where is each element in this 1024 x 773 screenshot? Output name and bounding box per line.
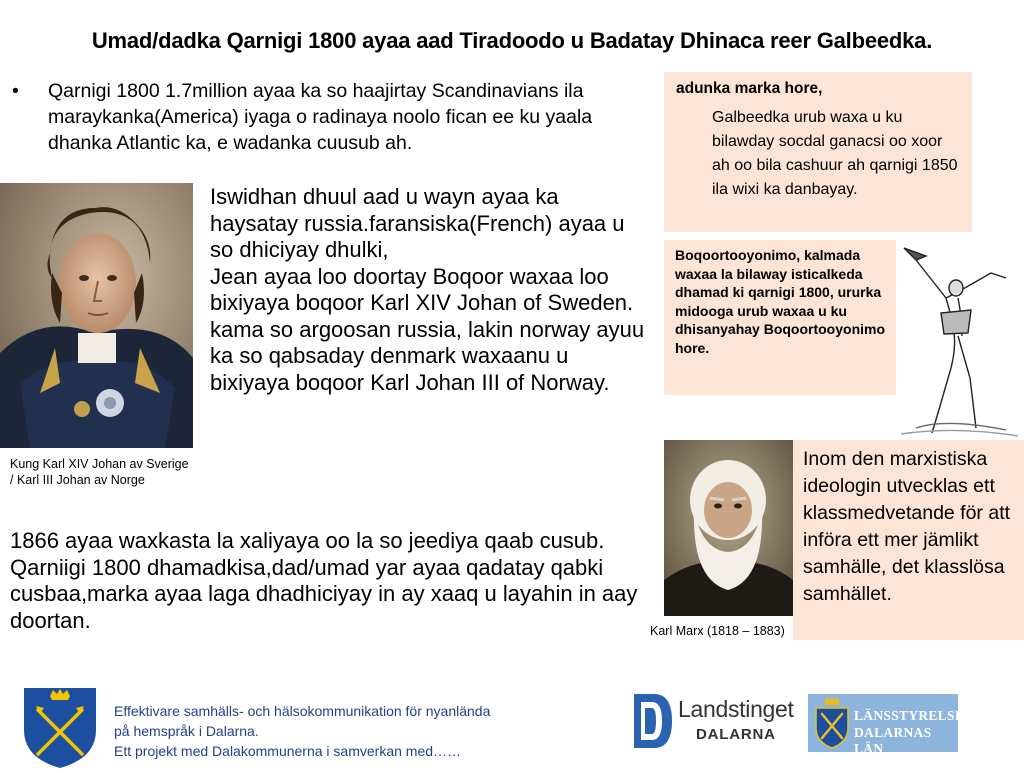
page-title: Umad/dadka Qarnigi 1800 ayaa aad Tiradoodo u Badatay Dhinaca reer Galbeedka. — [91, 28, 933, 53]
info-box-trade-heading: adunka marka hore, — [676, 80, 823, 97]
lansstyrelsen-crest-icon — [810, 696, 854, 750]
footer-line1: Effektivare samhälls- och hälsokommunikation för nyanlända — [114, 703, 491, 719]
info-box-colonialism — [664, 240, 896, 395]
info-box-trade — [664, 72, 972, 232]
bullet-text: Qarnigi 1800 1.7million ayaa ka so haajirtay Scandinavians ila maraykanka(America) iyaga o radinaya noolo fican ee ku yaala dhanka Atlantic ka, e wadanka cuusub ah. — [48, 80, 593, 154]
lansstyrelsen-region: DALARNAS LÄN — [854, 725, 932, 756]
landstinget-name: Landstinget — [678, 696, 794, 722]
portrait-caption-line1: Kung Karl XIV Johan av Sverige — [10, 457, 189, 471]
info-box-colonialism-body: Boqoortooyonimo, kalmada waxaa la bilaway isticalkeda dhamad ki qarnigi 1800, ururka midooga urub waxaa u ku dhisanyahay Boqoortooyonimo hore. — [675, 247, 886, 356]
footer-line3: Ett projekt med Dalakommunerna i samverkan med…… — [114, 743, 462, 759]
footer-project-text — [114, 701, 584, 761]
karl-johan-portrait — [0, 183, 193, 448]
colossus-cartoon-illustration — [896, 238, 1020, 438]
bullet-marker: • — [12, 80, 19, 102]
sweden-history-line2: Jean ayaa loo doortay Boqoor waxaa loo bixiyaya boqoor Karl XIV Johan of Sweden. kama so argoosan russia, lakin norway ayuu ka so qabsaday denmark waxaanu u bixiyaya boqoor Karl Johan III of Norway. — [210, 263, 645, 395]
marx-caption: Karl Marx (1818 – 1883) — [650, 624, 785, 638]
karl-marx-photo — [664, 440, 793, 616]
portrait-caption-line2: / Karl III Johan av Norge — [10, 473, 145, 487]
landstinget-region: DALARNA — [696, 726, 776, 743]
landstinget-dalarna-logo — [628, 690, 798, 752]
lansstyrelsen-dalarna-logo — [808, 694, 975, 756]
info-box-marxism-body: Inom den marxistiska ideologin utvecklas ett klassmedvetande för att införa ett mer jämlikt samhälle, det klasslösa samhället. — [803, 448, 1011, 605]
lansstyrelsen-name: LÄNSSTYRELSEN — [854, 708, 975, 723]
bullet-point — [12, 78, 657, 156]
bottom-paragraph: 1866 ayaa waxkasta la xaliyaya oo la so jeediya qaab cusub. Qarniigi 1800 dhamadkisa,dad/umad yar ayaa qadatay qabki cusbaa,marka ayaa laga dhadhiciyay in ay xaaq u layahin in aay doortan. — [10, 528, 638, 633]
sweden-history-line1: Iswidhan dhuul aad u wayn ayaa ka haysatay russia.faransiska(French) ayaa u so dhiciyay dhulki, — [210, 184, 625, 262]
info-box-marxism — [793, 440, 1024, 640]
dalarna-coat-of-arms-logo — [22, 686, 98, 768]
footer-line2: på hemspråk i Dalarna. — [114, 723, 259, 739]
portrait-caption — [10, 456, 220, 488]
landstinget-mark-icon — [632, 692, 674, 750]
sweden-history-paragraph — [210, 184, 650, 396]
info-box-trade-body: Galbeedka urub waxa u ku bilawday socdal ganacsi oo xoor ah oo bila cashuur ah qarnigi 1850 ila wixi ka danbayay. — [712, 109, 958, 198]
